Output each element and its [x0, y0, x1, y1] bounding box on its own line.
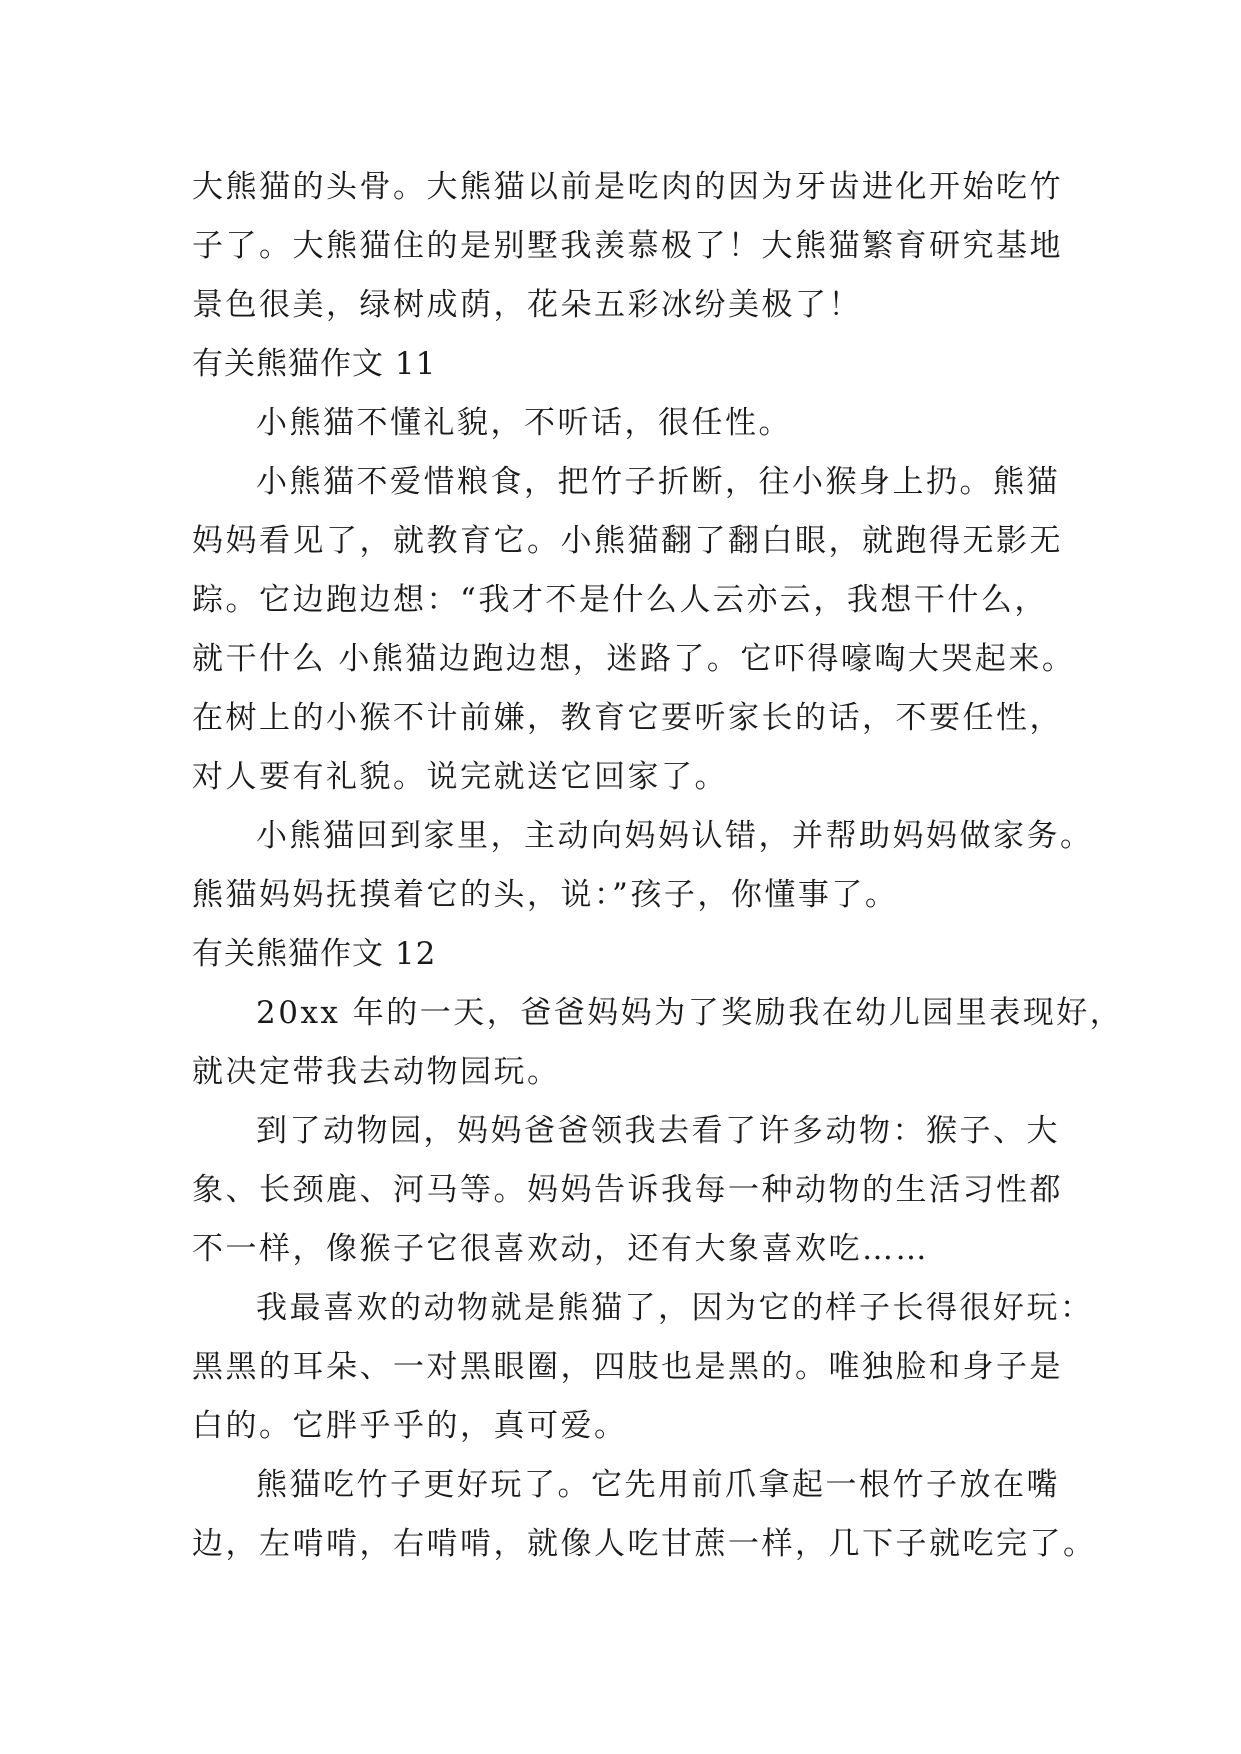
text-line: 不一样，像猴子它很喜欢动，还有大象喜欢吃……	[192, 1231, 929, 1267]
section-heading-12: 有关熊猫作文 12	[192, 936, 437, 972]
text-line: 白的。它胖乎乎的，真可爱。	[192, 1408, 628, 1444]
text-line: 20xx 年的一天，爸爸妈妈为了奖励我在幼儿园里表现好，	[256, 995, 1124, 1031]
text-line: 到了动物园，妈妈爸爸领我去看了许多动物：猴子、大	[256, 1113, 1060, 1149]
text-line: 妈妈看见了，就教育它。小熊猫翻了翻白眼，就跑得无影无	[192, 523, 1063, 559]
text-line: 边，左啃啃，右啃啃，就像人吃甘蔗一样，几下子就吃完了。	[192, 1526, 1097, 1562]
text-line: 我最喜欢的动物就是熊猫了，因为它的样子长得很好玩：	[256, 1290, 1094, 1326]
paragraph-continued	[192, 158, 1072, 335]
text-line: 景色很美，绿树成荫，花朵五彩冰纷美极了！	[192, 287, 862, 323]
text-line: 小熊猫不爱惜粮食，把竹子折断，往小猴身上扔。熊猫	[256, 464, 1060, 500]
text-line: 踪。它边跑边想：“我才不是什么人云亦云，我想干什么，	[192, 582, 1048, 618]
text-line: 黑黑的耳朵、一对黑眼圈，四肢也是黑的。唯独脸和身子是	[192, 1349, 1063, 1385]
paragraph	[192, 807, 1094, 925]
text-line: 就干什么 小熊猫边跑边想，迷路了。它吓得嚎啕大哭起来。	[192, 641, 1076, 677]
paragraph	[192, 453, 1076, 807]
text-line: 熊猫吃竹子更好玩了。它先用前爪拿起一根竹子放在嘴	[256, 1467, 1060, 1503]
paragraph	[192, 394, 1072, 453]
text-line: 子了。大熊猫住的是别墅我羡慕极了！大熊猫繁育研究基地	[192, 228, 1063, 264]
text-line: 小熊猫不懂礼貌，不听话，很任性。	[256, 405, 792, 441]
paragraph	[192, 984, 1124, 1102]
text-line: 熊猫妈妈抚摸着它的头，说：”孩子，你懂事了。	[192, 877, 899, 913]
section-heading-11: 有关熊猫作文 11	[192, 346, 437, 382]
paragraph	[192, 1279, 1094, 1456]
paragraph	[192, 1102, 1072, 1279]
text-line: 小熊猫回到家里，主动向妈妈认错，并帮助妈妈做家务。	[256, 818, 1094, 854]
paragraph	[192, 1456, 1097, 1574]
text-line: 就决定带我去动物园玩。	[192, 1054, 561, 1090]
document-body	[192, 158, 1124, 1574]
text-line: 在树上的小猴不计前嫌，教育它要听家长的话，不要任性，	[192, 700, 1063, 736]
text-line: 象、长颈鹿、河马等。妈妈告诉我每一种动物的生活习性都	[192, 1172, 1063, 1208]
text-line: 大熊猫的头骨。大熊猫以前是吃肉的因为牙齿进化开始吃竹	[192, 169, 1063, 205]
text-line: 对人要有礼貌。说完就送它回家了。	[192, 759, 728, 795]
